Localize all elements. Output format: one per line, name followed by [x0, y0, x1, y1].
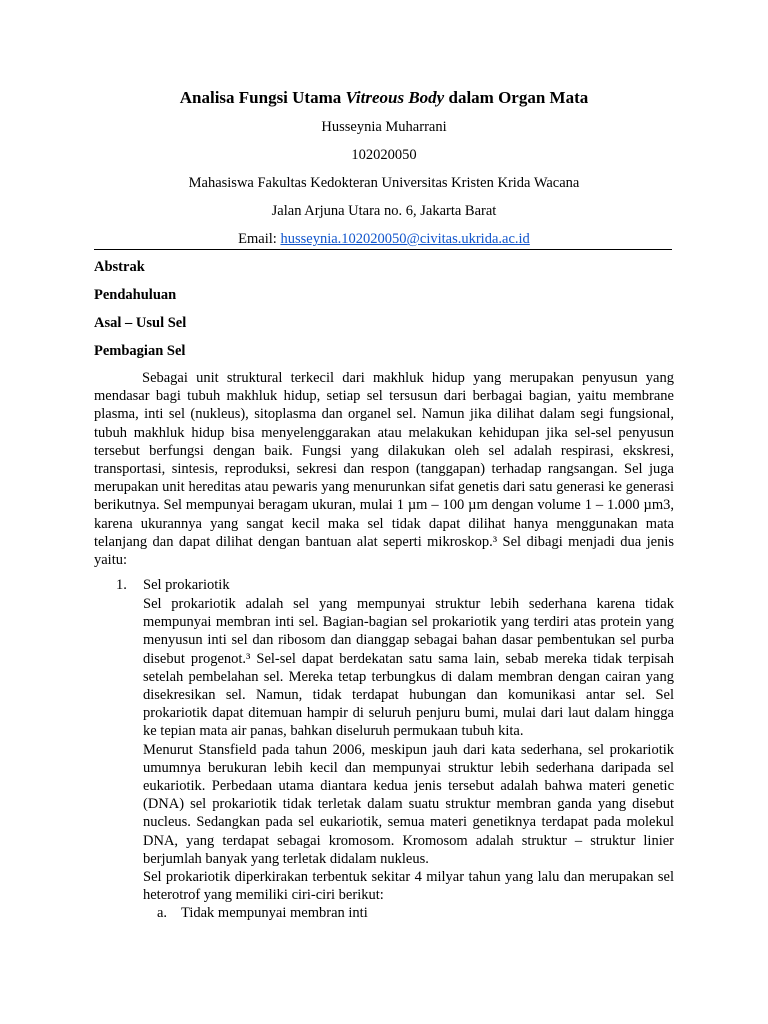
address: Jalan Arjuna Utara no. 6, Jakarta Barat — [271, 203, 497, 219]
email-link[interactable]: husseynia.102020050@civitas.ukrida.ac.id — [280, 231, 530, 247]
sub-list-item: Tidak mempunyai membran inti — [181, 905, 368, 922]
title-italic: Vitreous Body — [345, 88, 445, 107]
list-marker: 1. — [116, 577, 127, 593]
heading-abstrak: Abstrak — [94, 259, 145, 275]
header-divider — [94, 249, 672, 250]
author-name: Husseynia Muharrani — [321, 119, 447, 135]
email-label: Email: — [238, 231, 281, 247]
heading-pembagian: Pembagian Sel — [94, 343, 186, 359]
email-line — [0, 229, 768, 249]
heading-pendahuluan: Pendahuluan — [94, 287, 177, 303]
list-paragraph: Menurut Stansfield pada tahun 2006, meskipun jauh dari kata sederhana, sel prokariotik umumnya berukuran lebih kecil dan mempunyai struktur lebih sederhana daripada sel eukariotik. Perbedaan utama diantara kedua jenis tersebut adalah bahwa materi genetic (DNA) sel prokariotik tidak terletak dalam suatu struktur membran ganda yang disebut nucleus. Sedangkan pada sel eukariotik, semua materi genetiknya terdapat pada molekul DNA, yang terdapat sebagai kromosom. Kromosom adalah struktur – struktur linier berjumlah banyak yang terletak didalam nukleus. — [143, 741, 674, 867]
document-title — [0, 86, 768, 110]
sub-list — [143, 904, 674, 922]
title-part-2: dalam Organ Mata — [444, 88, 589, 107]
list-paragraph: Sel prokariotik adalah sel yang mempunyai struktur lebih sederhana karena tidak mempunyai membran inti sel. Bagian-bagian sel prokariotik yang terdiri atas protein yang menyusun inti sel dan ribosom dan dianggap sebagai bahan dasar pembentukan sel purba disebut progenot.³ Sel-sel dapat berdekatan satu sama lain, sebab mereka tidak terpisah setelah pembelahan sel. Mereka tetap terbungkus di dalam membran dengan cairan yang disekresikan sel. Namun, tidak terdapat hubungan dan komunikasi antar sel. Sel prokariotik dapat ditemuan hampir di seluruh penjuru bumi, mulai dari laut dalam hingga ke tepian mata air panas, bahkan diseluruh permukaan tubuh kita. — [143, 596, 674, 740]
student-id: 102020050 — [351, 147, 417, 163]
list-paragraph: Sel prokariotik diperkirakan terbentuk sekitar 4 milyar tahun yang lalu dan merupakan sel heterotrof yang memiliki ciri-ciri berikut: — [143, 869, 674, 904]
list-item-body — [143, 595, 674, 923]
list-item-title: Sel prokariotik — [143, 577, 230, 593]
intro-paragraph: Sebagai unit struktural terkecil dari makhluk hidup yang merupakan penyusun yang mendasar bagi tubuh makhluk hidup, setiap sel tersusun dari berbagai bagian, yaitu membrane plasma, inti sel (nukleus), sitoplasma dan organel sel. Namun jika dilihat dalam segi fungsional, tubuh makhluk hidup bisa menyelenggarakan atau melakukan kehidupan jika sel-sel penyusun tersebut berfungsi dengan baik. Fungsi yang dilakukan oleh sel adalah respirasi, ekskresi, transportasi, sintesis, reproduksi, sekresi dan respon (tanggapan) terhadap rangsangan. Sel juga merupakan unit hereditas atau pewaris yang menurunkan sifat genetis dari satu generasi ke generasi berikutnya. Sel mempunyai beragam ukuran, mulai 1 µm – 100 µm dengan volume 1 – 1.000 µm3, karena ukurannya yang sangat kecil maka sel tidak dapat dilihat hanya menggunakan mata telanjang dan dapat dilihat dengan bantuan alat seperti mikroskop.³ Sel dibagi menjadi dua jenis yaitu: — [94, 370, 674, 569]
heading-asal-usul: Asal – Usul Sel — [94, 315, 187, 331]
sub-list-marker: a. — [157, 905, 168, 922]
affiliation: Mahasiswa Fakultas Kedokteran Universitas Kristen Krida Wacana — [188, 175, 580, 191]
title-part-1: Analisa Fungsi Utama — [179, 88, 346, 107]
